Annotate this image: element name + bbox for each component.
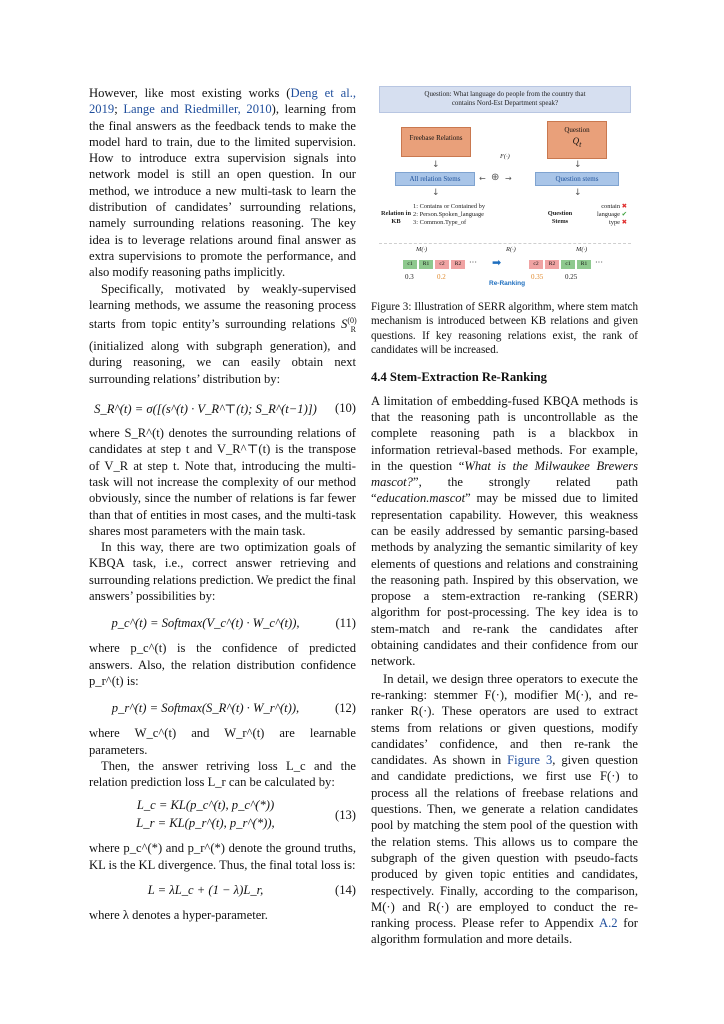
circle-plus-icon: ⊕ [491,172,500,183]
paragraph-loss: Then, the answer retriving loss L_c and the relation prediction loss L_r can be calculated by: [89,758,356,790]
right-arrow-icon: → [505,174,512,183]
ellipsis: ··· [469,258,477,267]
paragraph-where-w: where W_c^(t) and W_r^(t) are learnable parameters. [89,726,356,757]
equation-12: p_r^(t) = Softmax(S_R^(t) · W_r^(t)), (12) [111,701,356,716]
down-arrow-icon: ↓ [432,160,440,170]
figure-caption: Figure 3: Illustration of SERR algorithm, where stem match mechanism is introduced between KB relations and given questions. If key reasoning relations exist, the rank of candidates will be increased. [371,301,638,357]
paragraph-specifically: Specifically, motivated by weakly-supervised learning methods, we assume the reasoning process starts from topic entity’s surrounding relations $S^{(0)}_R$ (initialized along with subgraph generation), and during reasoning, we can easily obtain next surrounding relations’ distribution by: [89,281,357,386]
question-stems-box: Question stems [535,172,619,186]
appendix-link[interactable]: A.2 [598,916,618,931]
chip-relation: R1 [419,260,433,269]
paragraph-where-pc: where p_c^(t) is the confidence of predicted answers. Also, the relation distribution confidence p_r^(t) is: [89,641,356,688]
score-before-1: 0.3 [405,273,414,281]
modifier-label-right: M(·) [576,246,588,253]
equation-10: S_R^(t) = σ([(s^(t) · V_R^⊤(t); S_R^(t−1)]) (10) [94,401,356,417]
score-after-1: 0.35 [531,273,544,281]
citation-lange[interactable]: Lange and Riedmiller, 2010 [123,102,272,117]
chip-candidate: c1 [561,260,575,269]
paragraph-ground-truth: where p_c^(*) and p_r^(*) denote the ground truths, KL is the KL divergence. Thus, the final total loss is: [89,841,356,872]
figure-3-link[interactable]: Figure 3 [507,753,553,768]
equation-14: L = λL_c + (1 − λ)L_r, (14) [147,882,356,897]
freebase-relations-box: Freebase Relations [401,127,471,157]
question-stem-list: contain ✖ language ✔ type ✖ [596,203,627,226]
chip-relation: R2 [451,260,465,269]
score-before-2: 0.2 [437,273,446,281]
cross-icon: ✖ [621,203,627,210]
modifier-label-left: M(·) [416,246,428,253]
reranker-label: R(·) [506,246,516,253]
paragraph-limitation: A limitation of embedding-fused KBQA methods is that the reasoning path is uncontrollable as the complete reasoning path is a blackbox in information retrieval-based methods. For example, in the question “What is the Milwaukee Brewers mascot?”, the strongly related path “education.mascot” may be missed due to limited representation capability. However, this weakness can be easily addressed by semantic parsing-based methods by analyzing the semantic similarity of key elements of questions and relations and constraining the reasoning path. Inspired by this observation, we propose a stem-extraction re-ranking (SERR) algorithm for post-processing. The key idea is to stem-match and re-rank the candidates after obtaining candidates and their confidence from our network. [371,393,638,669]
paragraph-intro: However, like most existing works (Deng et al., 2019; Lange and Riedmiller, 2010), learning from the final answers as the feedback tends to make the model hard to train, due to the limited supervision. How to introduce extra supervision signals into network model is still an open question. In our method, we introduce a new multi-task to learn the distribution of candidates’ surrounding relations, namely surrounding relations reasoning. The key idea is to leverage relations around final answer as extra supervisions to promote the performance, and also modify reasoning paths implicitly. [89,86,356,280]
left-arrow-icon: ← [479,174,486,183]
paragraph-optimization: In this way, there are two optimization goals of KBQA task, i.e., correct answer retrieving and surrounding relations prediction. We predict the final answers’ possibilities by: [89,540,356,604]
equation-13: L_c = KL(p_c^(t), p_c^(*)) L_r = KL(p_r^(t), p_r^(*)), (13) [136,798,356,831]
stemmer-label: F(·) [500,153,510,160]
re-ranking-label: Re-Ranking [489,280,526,287]
paragraph-in-detail: In detail, we design three operators to execute the re-ranking: stemmer F(·), modifier M(·), and re-ranker R(·). These operators are used to extract stems from relations or given questions, modify candidates’ confidence, and then re-rank the candidates. As shown in Figure 3, given question and candidate predictions, we first use F(·) to process all the relations of freebase relations and questions. Then, we generate a relation candidates pool by matching the stem pool of the question with the relation stems. This allows us to compare the subgraph of the given question with pseudo-facts produced by given topic entities and candidates, respectively. Finally, according to the comparison, M(·) and R(·) are employed to conduct the re-ranking process. Please refer to Appendix A.2 for algorithm formulation and more details. [371,671,638,947]
chip-candidate: c2 [435,260,449,269]
check-icon: ✔ [621,211,627,218]
chip-relation: R2 [545,260,559,269]
divider [379,243,631,244]
relation-list: 1: Contains or Contained by 2: Person.Spoken_language 3: Common.Type_of [413,203,486,226]
question-box: Question $Q_t$ [547,121,607,159]
equation-11: p_c^(t) = Softmax(V_c^(t) · W_c^(t)), (11) [111,616,356,631]
score-after-2: 0.25 [565,273,578,281]
citation-deng[interactable]: Deng et al., 2019 [89,86,356,117]
down-arrow-icon: ↓ [574,160,582,170]
ellipsis: ··· [595,258,603,267]
chip-candidate: c2 [529,260,543,269]
cross-icon: ✖ [621,219,627,226]
right-column [371,86,638,948]
chip-candidate: c1 [403,260,417,269]
left-column [89,85,356,923]
paragraph-where-s: where S_R^(t) denotes the surrounding relations of candidates at step t and V_R^⊤(t) is the transpose of V_R at step t. Note that, introducing the multi-task will not increase the complexity of our method obviously, since the number of relations is far fewer than that of entities in most cases, and the multi-task shares most parameters with the main task. [89,426,356,538]
question-stems-label: Question Stems [547,210,573,225]
figure-3 [379,86,631,286]
down-arrow-icon: ↓ [432,188,440,198]
paragraph-lambda: where λ denotes a hyper-parameter. [89,907,268,922]
all-relation-stems-box: All relation Stems [395,172,475,186]
rerank-arrow-icon: ➡ [492,256,502,269]
relation-in-kb-label: Relation in KB [381,210,412,225]
figure-question-bar: Question: What language do people from the country that contains Nord-Est Department speak? [379,86,631,113]
down-arrow-icon: ↓ [574,188,582,198]
chip-relation: R1 [577,260,591,269]
section-heading: 4.4 Stem-Extraction Re-Ranking [371,369,547,384]
